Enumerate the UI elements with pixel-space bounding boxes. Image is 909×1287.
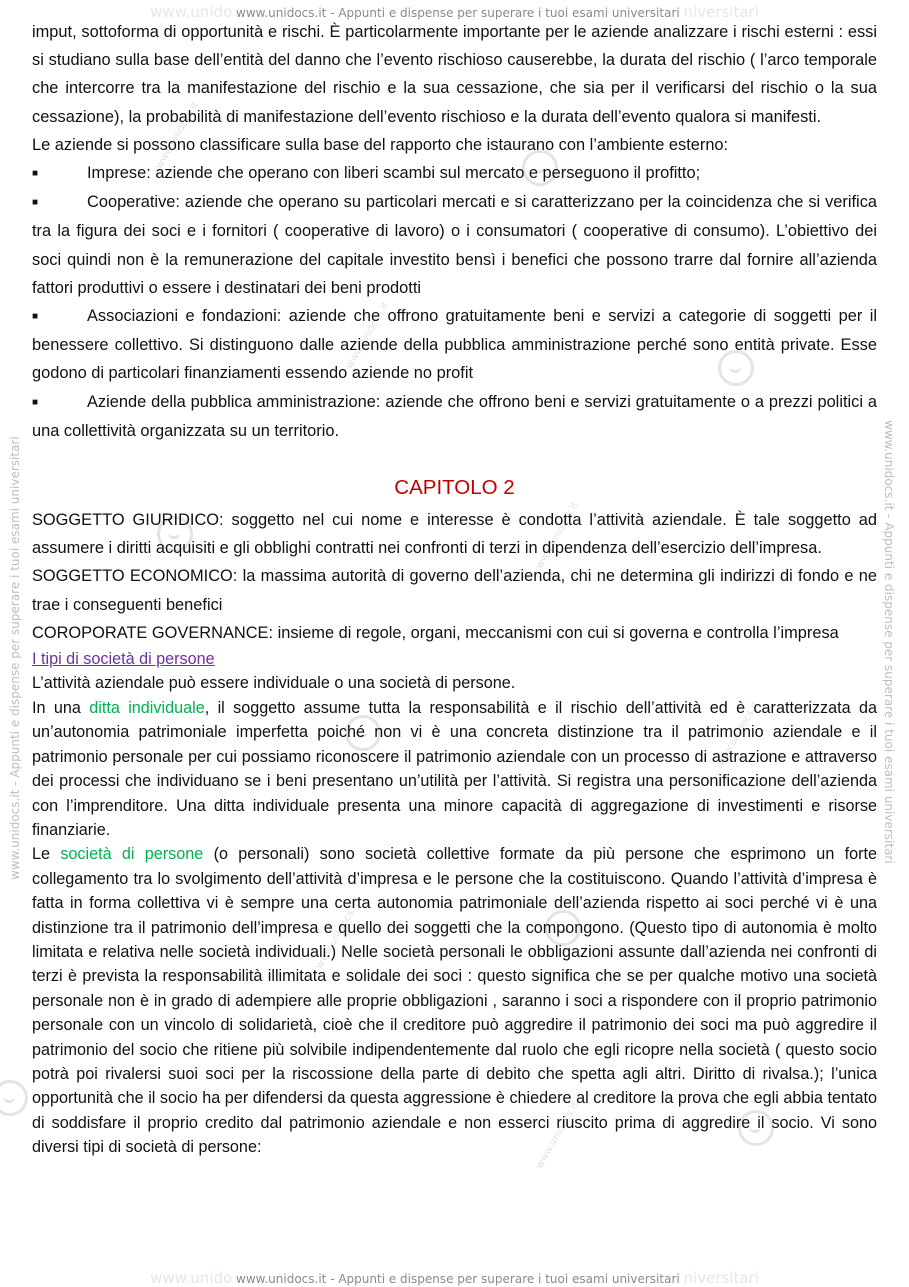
ghost-watermark-left: www.unido bbox=[150, 1269, 233, 1287]
term-societa-di-persone: società di persone bbox=[60, 845, 204, 864]
definition-corporate-governance: COROPORATE GOVERNANCE: insieme di regole, organi, meccanismi con cui si governa e controlla l’impresa bbox=[32, 623, 839, 642]
list-item: ■ Associazioni e fondazioni: aziende che offrono gratuitamente beni e servizi a categorie di soggetti per il benessere collettivo. Si distinguono dalle aziende della pubblica amministrazione perché sono entità private. Esse godono di particolari finanziamenti essendo aziende no profit bbox=[32, 302, 877, 388]
list-item: ■ Imprese: aziende che operano con liberi scambi sul mercato e perseguono il profitto; bbox=[32, 159, 877, 188]
footer-watermark-text: www.unidocs.it - Appunti e dispense per superare i tuoi esami universitari bbox=[236, 1272, 680, 1286]
document-page bbox=[32, 18, 877, 1160]
paragraph-classification: Le aziende si possono classificare sulla base del rapporto che istaurano con l’ambiente esterno: bbox=[32, 135, 729, 154]
diagonal-watermark: www.unidocs.it bbox=[534, 500, 582, 571]
section-heading-link[interactable]: I tipi di società di persone bbox=[32, 650, 215, 669]
diagonal-watermark: www.unidocs.it bbox=[154, 100, 202, 171]
diagonal-watermark: www.unidocs.it bbox=[314, 900, 362, 971]
chapter-title: CAPITOLO 2 bbox=[394, 476, 515, 500]
diagonal-watermark: www.unidocs.it bbox=[534, 1100, 582, 1171]
bullet-square-icon: ■ bbox=[32, 168, 39, 180]
diagonal-watermark: www.unidocs.it bbox=[344, 300, 392, 371]
bullet-square-icon: ■ bbox=[32, 311, 39, 323]
list-item: ■ Aziende della pubblica amministrazione: aziende che offrono beni e servizi gratuitamente o a prezzi politici a una collettività organizzata su un territorio. bbox=[32, 388, 877, 445]
diagonal-watermark: www.unidocs.it bbox=[714, 700, 762, 771]
bullet-square-icon: ■ bbox=[32, 396, 39, 408]
unidocs-logo-icon bbox=[0, 1080, 28, 1116]
list-item: ■ Cooperative: aziende che operano su particolari mercati e si caratterizzano per la coincidenza che si verifica tra la figura dei soci e i fornitori ( cooperative di lavoro) o i consumatori ( cooperative di consumo). L’obiettivo dei soci quindi non è la remunerazione del capitale investito bensì i benefici che possono trarre dal fornire all’azienda fattori produttivi o essere i destinatari dei beni prodotti bbox=[32, 188, 877, 302]
left-side-watermark: www.unidocs.it - Appunti e dispense per superare i tuoi esami universitari bbox=[8, 436, 22, 880]
term-ditta-individuale: ditta individuale bbox=[89, 698, 205, 717]
bullet-list bbox=[32, 159, 877, 445]
footer-watermark bbox=[0, 1269, 909, 1287]
ghost-watermark-right: niversitari bbox=[683, 1269, 759, 1287]
paragraph-societa-di-persone: Le società di persone (o personali) sono società collettive formate da più persone che esprimono un forte collegamento tra lo svolgimento dell’attività d’impresa e le persone che la costituiscono. Quando l’attività d’impresa è fatta in forma collettiva vi è sempre una certa autonomia patrimoniale dell’azienda rispetto ai soci perché vi è una distinzione tra il patrimonio dell’impresa e quello dei soggetti che la compongono. (Questo tipo di autonomia è molto limitata e relativa nelle società individuali.) Nelle società personali le obbligazioni assunte dall’azienda nei confronti di terzi è prevista la responsabilità illimitata e solidale dei soci : questo significa che se per qualche motivo una società personale non è in grado di adempiere alle proprie obbligazioni , saranno i soci a rispondere con il proprio patrimonio personale con un vincolo di solidarietà, cioè che il creditore può aggredire il patrimonio dei soci ma può aggredire il patrimonio del socio che ritiene più solvibile indipendentemente dal ruolo che egli ricopre nella società ( questo socio potrà poi rivalersi suoi soci per la riscossione della parte di debito che spetta agli altri. Diritto di rivalsa.); l’unica opportunità che il socio ha per difendersi da questa aggressione è chiedere al creditore la prova che egli abbia tentato di soddisfare il proprio credito dal patrimonio aziendale e non esserci riuscito prima di aggredire il socio. Vi sono diversi tipi di società di persone: bbox=[32, 845, 877, 1157]
right-side-watermark: www.unidocs.it - Appunti e dispense per superare i tuoi esami universitari bbox=[882, 420, 896, 864]
paragraph-risks: imput, sottoforma di opportunità e rischi. È particolarmente importante per le aziende analizzare i rischi esterni : essi si studiano sulla base dell’entità del danno che l’evento rischioso causerebbe, la durata del rischio ( l’arco temporale che intercorre tra la manifestazione del rischio e la sua cessazione, che sia per il verificarsi del rischio o la sua cessazione), la probabilità di manifestazione dell’evento rischioso e la durata dell’evento qualora si manifesti. bbox=[32, 23, 877, 126]
definition-soggetto-giuridico: SOGGETTO GIURIDICO: soggetto nel cui nome e interesse è condotta l’attività aziendale. È tale soggetto ad assumere i diritti acquisiti e gli obblighi contratti nei confronti di terzi in dipendenza dell’esercizio dell’impresa. bbox=[32, 511, 877, 558]
bullet-square-icon: ■ bbox=[32, 197, 39, 209]
section-societa-persone bbox=[32, 647, 877, 1160]
ghost-watermark-right: niversitari bbox=[683, 3, 759, 21]
definition-soggetto-economico: SOGGETTO ECONOMICO: la massima autorità di governo dell’azienda, chi ne determina gli indirizzi di fondo e ne trae i conseguenti benefici bbox=[32, 567, 877, 614]
ghost-watermark-left: www.unido bbox=[150, 3, 233, 21]
paragraph-intro: L’attività aziendale può essere individuale o una società di persone. bbox=[32, 674, 516, 693]
paragraph-ditta-individuale: In una ditta individuale, il soggetto assume tutta la responsabilità e il rischio dell’attività ed è caratterizzata da un’autonomia patrimoniale imperfetta poiché non vi è una concreta distinzione tra il patrimonio aziendale e il patrimonio personale per cui possiamo riconoscere il patrimonio aziendale con un processo di astrazione e attraverso dei processi che individuano se i beni presentano un’utilità per l’attività. Si registra una personificazione dell’azienda con l’imprenditore. Una ditta individuale presenta una minore capacità di aggregazione di investimenti e risorse finanziarie. bbox=[32, 698, 877, 839]
header-watermark-text: www.unidocs.it - Appunti e dispense per superare i tuoi esami universitari bbox=[236, 6, 680, 20]
